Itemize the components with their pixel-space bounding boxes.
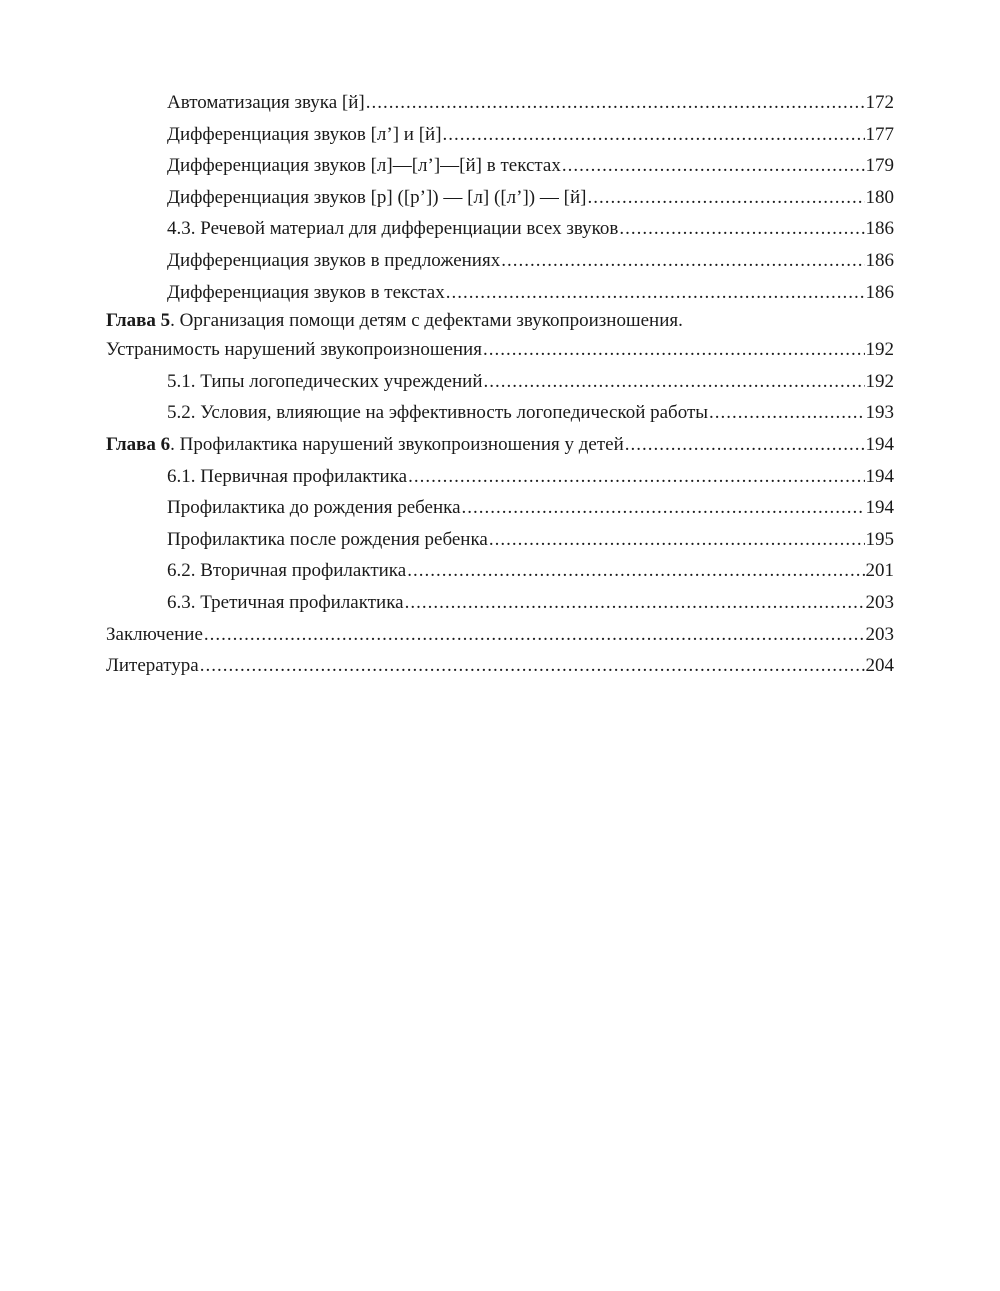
toc-page-number: 192	[865, 370, 894, 392]
toc-entry-title: Дифференциация звуков [р] ([р’]) — [л] ([л’]) — [й]	[167, 186, 587, 208]
toc-entry-title: Заключение	[106, 623, 203, 645]
dot-leader	[489, 524, 865, 556]
dot-leader	[405, 587, 865, 619]
toc-entry[interactable]	[106, 119, 894, 151]
toc-page-number: 172	[865, 92, 894, 113]
toc-page-number: 186	[865, 281, 894, 303]
chapter-5-title: . Организация помощи детям с дефектами звукопроизношения.	[170, 310, 683, 332]
chapter-6-title: . Профилактика нарушений звукопроизношения у детей	[170, 433, 624, 455]
dot-leader	[443, 119, 865, 151]
toc-entry[interactable]	[106, 213, 894, 245]
toc-entry[interactable]	[106, 555, 894, 587]
toc-entry-title: 6.3. Третичная профилактика	[167, 591, 404, 613]
dot-leader	[446, 277, 865, 309]
dot-leader	[709, 397, 864, 429]
toc-entry-title: Автоматизация звука [й]	[167, 92, 365, 113]
toc-conclusion[interactable]	[106, 619, 894, 651]
dot-leader	[562, 150, 865, 182]
toc-entry[interactable]	[106, 277, 894, 309]
toc-entry-title: 4.3. Речевой материал для дифференциации всех звуков	[167, 218, 619, 240]
toc-page-number: 195	[865, 528, 894, 550]
toc-page-number: 203	[865, 623, 894, 645]
table-of-contents	[106, 87, 894, 682]
toc-entry-title: Дифференциация звуков в текстах	[167, 281, 445, 303]
toc-page-number: 179	[865, 155, 894, 177]
chapter-6-heading[interactable]	[106, 429, 894, 461]
toc-entry-title: 6.2. Вторичная профилактика	[167, 560, 407, 582]
dot-leader	[200, 650, 865, 682]
toc-entry-title: 5.2. Условия, влияющие на эффективность логопедической работы	[167, 402, 709, 424]
toc-entry[interactable]	[106, 366, 894, 398]
toc-page-number: 194	[865, 497, 894, 519]
chapter-6-label: Глава 6	[106, 433, 171, 455]
chapter-5-heading-line1[interactable]	[106, 308, 894, 334]
toc-page-number: 193	[865, 402, 894, 424]
dot-leader	[408, 461, 864, 493]
toc-page-number: 186	[865, 249, 894, 271]
toc-entry-title: Дифференциация звуков в предложениях	[167, 249, 501, 271]
toc-entry-title: Дифференциация звуков [л’] и [й]	[167, 123, 442, 145]
chapter-5-label: Глава 5	[106, 310, 171, 332]
dot-leader	[366, 87, 865, 119]
toc-entry-title: Дифференциация звуков [л]—[л’]—[й] в текстах	[167, 155, 561, 177]
toc-entry[interactable]	[106, 245, 894, 277]
toc-entry-title: 5.1. Типы логопедических учреждений	[167, 370, 483, 392]
chapter-5-title-continued: Устранимость нарушений звукопроизношения	[106, 339, 482, 361]
toc-literature[interactable]	[106, 650, 894, 682]
dot-leader	[484, 366, 865, 398]
toc-entry[interactable]	[106, 87, 894, 119]
dot-leader	[483, 334, 865, 366]
toc-entry[interactable]	[106, 397, 894, 429]
toc-entry[interactable]	[106, 524, 894, 556]
toc-page-number: 177	[865, 123, 894, 145]
toc-page-number: 192	[865, 339, 894, 361]
toc-page-number: 194	[865, 433, 894, 455]
dot-leader	[407, 555, 864, 587]
toc-entry[interactable]	[106, 492, 894, 524]
toc-page-number: 194	[865, 465, 894, 487]
dot-leader	[501, 245, 864, 277]
toc-page-number: 180	[865, 186, 894, 208]
toc-entry[interactable]	[106, 587, 894, 619]
toc-page-number: 204	[865, 655, 894, 677]
toc-entry-title: Литература	[106, 655, 199, 677]
toc-page-number: 201	[865, 560, 894, 582]
dot-leader	[625, 429, 865, 461]
toc-entry-title: Профилактика до рождения ребенка	[167, 497, 461, 519]
dot-leader	[204, 619, 865, 651]
toc-entry[interactable]	[106, 182, 894, 214]
dot-leader	[462, 492, 865, 524]
dot-leader	[587, 182, 864, 214]
chapter-5-heading-line2[interactable]	[106, 334, 894, 366]
toc-entry-title: Профилактика после рождения ребенка	[167, 528, 488, 550]
toc-entry[interactable]	[106, 461, 894, 493]
dot-leader	[619, 213, 864, 245]
toc-entry[interactable]	[106, 150, 894, 182]
toc-page-number: 203	[865, 591, 894, 613]
toc-page-number: 186	[865, 218, 894, 240]
toc-entry-title: 6.1. Первичная профилактика	[167, 465, 408, 487]
